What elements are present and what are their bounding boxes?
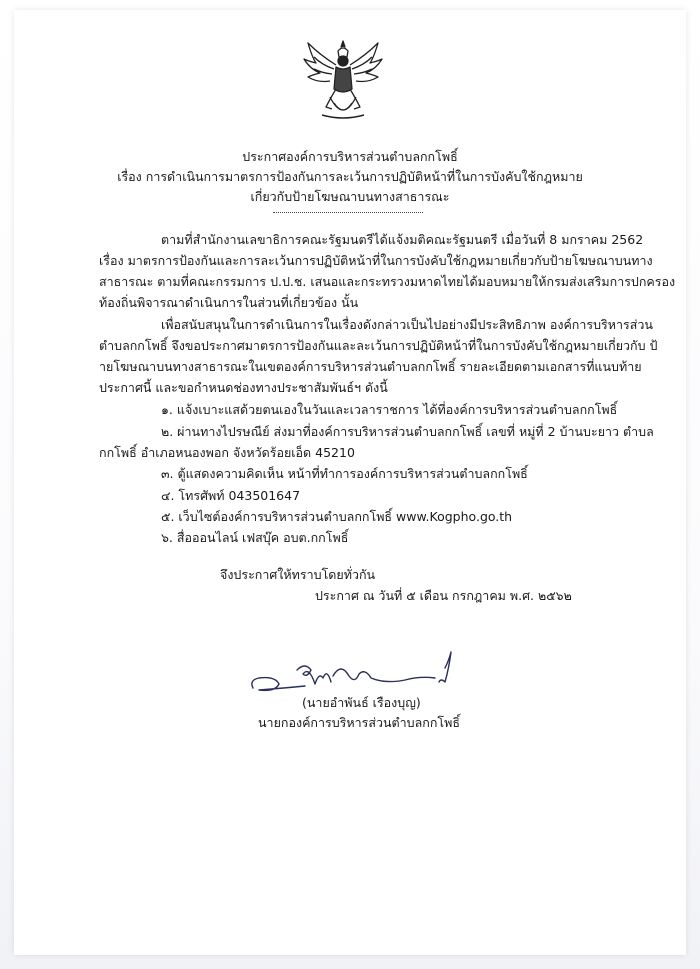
closing-statement: จึงประกาศให้ทราบโดยทั่วกัน	[220, 567, 376, 582]
subject-line-2: เกี่ยวกับป้ายโฆษณาบนทางสาธารณะ	[250, 189, 450, 204]
para2-line: ายโฆษณาบนทางสาธารณะในเขตองค์การบริหารส่วนตำบลกกโพธิ์ รายละเอียดตามเอกสารที่แนบท้าย	[99, 359, 642, 374]
para1-line: ตามที่สำนักงานเลขาธิการคณะรัฐมนตรีได้แจ้งมติคณะรัฐมนตรี เมื่อวันที่ 8 มกราคม 2562	[161, 232, 644, 247]
para2-line: ตำบลกกโพธิ์ จึงขอประกาศมาตรการป้องกันและละเว้นการปฏิบัติหน้าที่ในการบังคับใช้กฎหมายเกี่ยวกับ ป้	[99, 338, 658, 353]
para2-line: ประกาศนี้ และขอกำหนดช่องทางประชาสัมพันธ์ฯ ดังนี้	[99, 380, 388, 395]
signatory-position: นายกองค์การบริหารส่วนตำบลกกโพธิ์	[258, 715, 460, 730]
channel-item: ๖. สื่อออนไลน์ เฟสบุ๊ค อบต.กกโพธิ์	[161, 530, 349, 545]
para1-line: ท้องถิ่นพิจารณาดำเนินการในส่วนที่เกี่ยวข้อง นั้น	[99, 295, 359, 310]
announcement-title: ประกาศองค์การบริหารส่วนตำบลกกโพธิ์	[242, 149, 458, 164]
channel-item: กกโพธิ์ อำเภอหนองพอก จังหวัดร้อยเอ็ด 45210	[99, 445, 355, 460]
announcement-date: ประกาศ ณ วันที่ ๕ เดือน กรกฎาคม พ.ศ. ๒๕๖๒	[315, 588, 572, 603]
subject-line-1: เรื่อง การดำเนินการมาตรการป้องกันการละเว้นการปฏิบัติหน้าที่ในการบังคับใช้กฎหมาย	[117, 169, 583, 184]
garuda-emblem	[300, 37, 386, 123]
para2-line: เพื่อสนับสนุนในการดำเนินการในเรื่องดังกล่าวเป็นไปอย่างมีประสิทธิภาพ องค์การบริหารส่วน	[161, 317, 653, 332]
channel-item: ๒. ผ่านทางไปรษณีย์ ส่งมาที่องค์การบริหารส่วนตำบลกกโพธิ์ เลขที่ หมู่ที่ 2 บ้านบะยาว ตำบล	[161, 424, 654, 439]
para1-line: สาธารณะ ตามที่คณะกรรมการ ป.ป.ช. เสนอและกระทรวงมหาดไทยได้มอบหมายให้กรมส่งเสริมการปกครอง	[99, 274, 676, 289]
channel-item: ๓. ตู้แสดงความคิดเห็น หน้าที่ทำการองค์การบริหารส่วนตำบลกกโพธิ์	[161, 466, 528, 481]
separator-line	[273, 212, 423, 213]
channel-item: ๕. เว็บไซต์องค์การบริหารส่วนตำบลกกโพธิ์ www.Kogpho.go.th	[161, 509, 513, 524]
para1-line: เรื่อง มาตรการป้องกันและการละเว้นการปฏิบัติหน้าที่ในการบังคับใช้กฎหมายเกี่ยวกับป้ายโฆษณาบนทาง	[99, 253, 653, 268]
channel-item: ๑. แจ้งเบาะแสด้วยตนเองในวันและเวลาราชการ ได้ที่องค์การบริหารส่วนตำบลกกโพธิ์	[161, 402, 618, 417]
signatory-name: (นายอำพันธ์ เรืองบุญ)	[302, 695, 421, 710]
channel-item: ๔. โทรศัพท์ 043501647	[161, 488, 301, 503]
